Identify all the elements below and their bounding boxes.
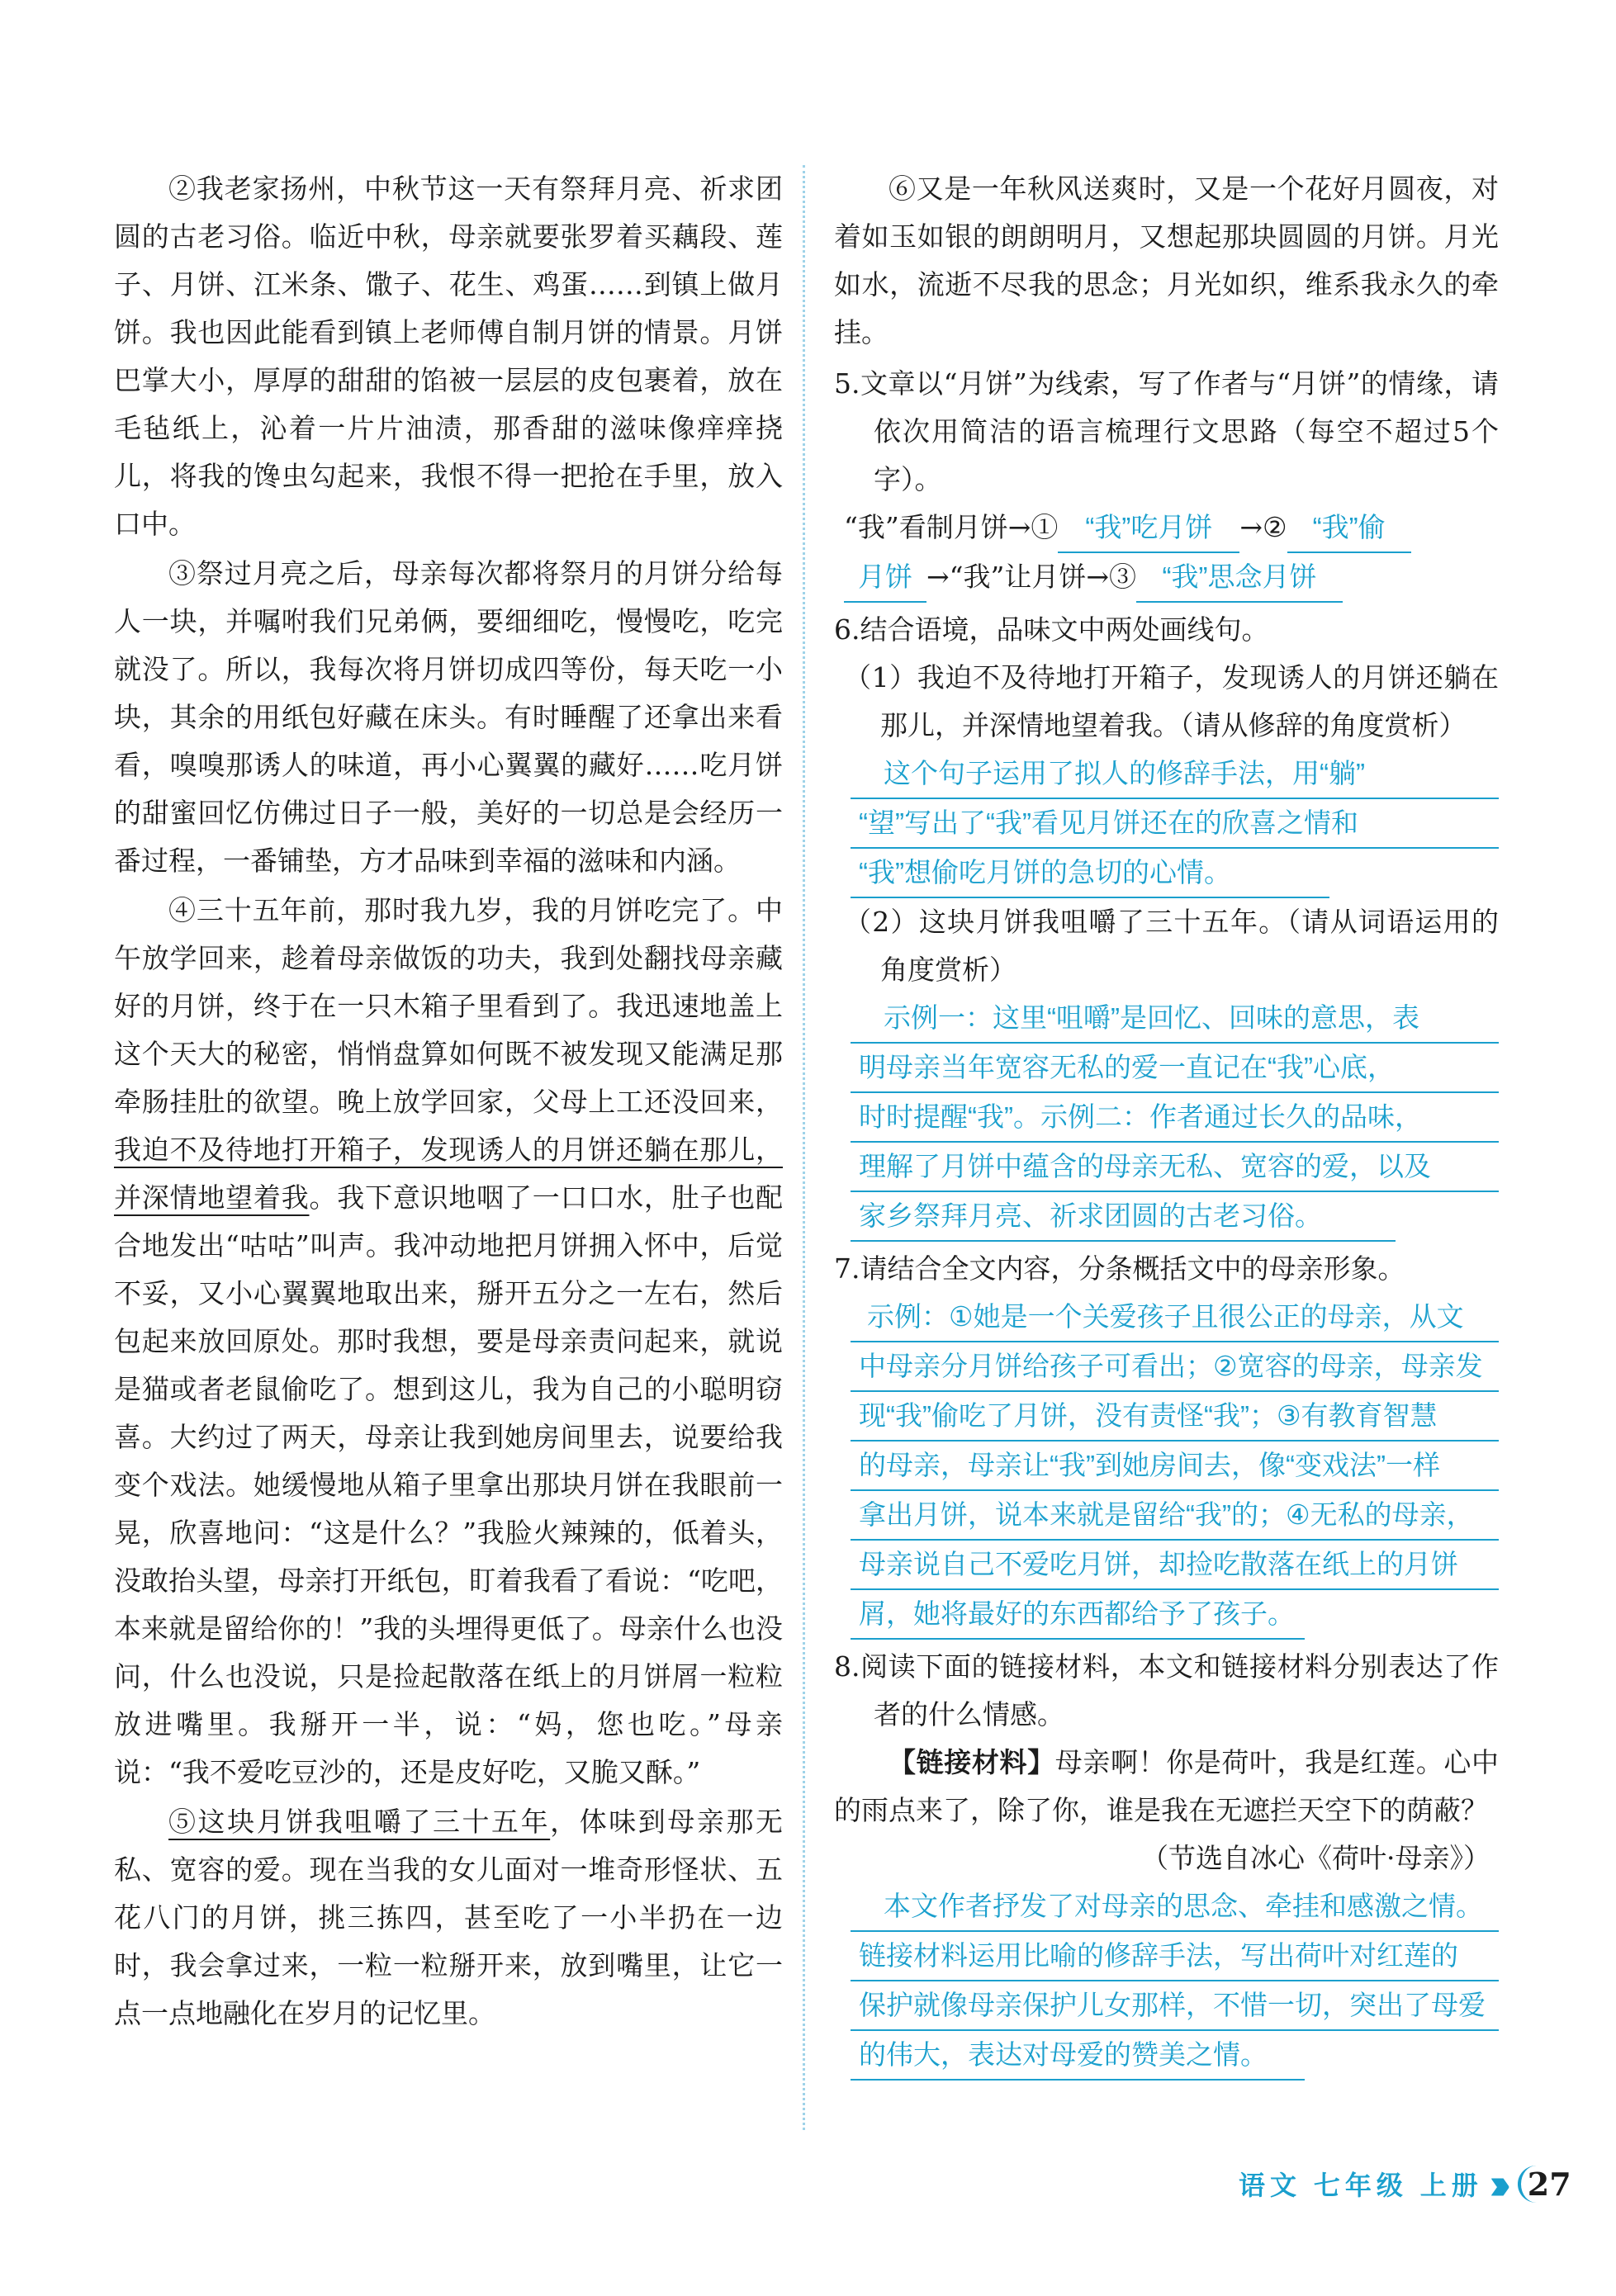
- question-6-2-answer: [844, 994, 1499, 1242]
- question-7: 7.请结合全文内容，分条概括文中的母亲形象。: [834, 1252, 1405, 1285]
- column-divider: [803, 165, 805, 2130]
- answer-blank-3: “我”思念月饼: [1136, 553, 1343, 603]
- answer-line: 拿出月饼，说本来就是留给“我”的；④无私的母亲，: [851, 1491, 1499, 1541]
- paragraph-4-text-a: ④三十五年前，那时我九岁，我的月饼吃完了。中午放学回来，趁着母亲做饭的功夫，我到处翻找母亲藏好的月饼，终于在一只木箱子里看到了。我迅速地盖上这个天大的秘密，悄悄盘算如何既不被发现又能满足那牵肠挂肚的欲望。晚上放学回家，父母上工还没回来，: [114, 894, 783, 1118]
- answer-line: 本文作者抒发了对母亲的思念、牵挂和感激之情。: [851, 1882, 1499, 1932]
- answer-line: 示例：①她是一个关爱孩子且很公正的母亲，从文: [851, 1293, 1499, 1342]
- answer-line: 时时提醒“我”。示例二：作者通过长久的品味，: [851, 1093, 1499, 1143]
- link-material-text: 母亲啊！你是荷叶，我是红莲。心中的雨点来了，除了你，谁是我在无遮拦天空下的荫蔽？: [834, 1746, 1500, 1826]
- answer-line: 的母亲，母亲让“我”到她房间去，像“变戏法”一样: [851, 1442, 1499, 1491]
- flow-text-c: →“我”让月饼→③: [926, 561, 1137, 593]
- link-material-label: 【链接材料】: [889, 1746, 1055, 1778]
- question-6-2: （2）这块月饼我咀嚼了三十五年。（请从词语运用的角度赏析）: [844, 906, 1499, 986]
- question-8: 8.阅读下面的链接材料，本文和链接材料分别表达了作者的什么情感。: [834, 1650, 1499, 1730]
- paragraph-5: [114, 1798, 783, 2038]
- answer-blank-1: “我”吃月饼: [1058, 504, 1239, 553]
- link-material: [834, 1739, 1499, 1834]
- flow-text-a: “我”看制月饼→①: [844, 511, 1059, 543]
- answer-line: 链接材料运用比喻的修辞手法，写出荷叶对红莲的: [851, 1932, 1499, 1981]
- answer-line: 示例一：这里“咀嚼”是回忆、回味的意思，表: [851, 994, 1499, 1044]
- underlined-sentence-1: 我迫不及待地打开箱子，发现诱人的月饼还躺在那儿，并深情地望着我: [114, 1134, 783, 1214]
- right-column: [834, 165, 1499, 2081]
- double-chevron-right-icon: ›››: [1489, 2159, 1500, 2208]
- answer-line: 母亲说自己不爱吃月饼，却捡吃散落在纸上的月饼: [851, 1541, 1499, 1590]
- paragraph-4: [114, 887, 783, 1797]
- answer-line: 这个句子运用了拟人的修辞手法，用“躺”: [851, 750, 1499, 799]
- question-6-1-answer: [844, 750, 1499, 898]
- paragraph-3: ③祭过月亮之后，母亲每次都将祭月的月饼分给每人一块，并嘱咐我们兄弟俩，要细细吃，慢慢吃，吃完就没了。所以，我每次将月饼切成四等份，每天吃一小块，其余的用纸包好藏在床头。有时睡醒了还拿出来看看，嗅嗅那诱人的味道，再小心翼翼的藏好……吃月饼的甜蜜回忆仿佛过日子一般，美好的一切总是会经历一番过程，一番铺垫，方才品味到幸福的滋味和内涵。: [114, 557, 783, 877]
- flow-text-b: →②: [1239, 511, 1287, 543]
- answer-line: 理解了月饼中蕴含的母亲无私、宽容的爱，以及: [851, 1143, 1499, 1192]
- paragraph-2: ②我老家扬州，中秋节这一天有祭拜月亮、祈求团圆的古老习俗。临近中秋，母亲就要张罗着买藕段、莲子、月饼、江米条、馓子、花生、鸡蛋……到镇上做月饼。我也因此能看到镇上老师傅自制月饼的情景。月饼巴掌大小，厚厚的甜甜的馅被一层层的皮包裹着，放在毛毡纸上，沁着一片片油渍，那香甜的滋味像痒痒挠儿，将我的馋虫勾起来，我恨不得一把抢在手里，放入口中。: [114, 173, 783, 540]
- paragraph-6: ⑥又是一年秋风送爽时，又是一个花好月圆夜，对着如玉如银的朗朗明月，又想起那块圆圆的月饼。月光如水，流逝不尽我的思念；月光如织，维系我永久的牵挂。: [834, 173, 1499, 348]
- answer-line: 的伟大，表达对母爱的赞美之情。: [851, 2031, 1305, 2081]
- answer-line: 明母亲当年宽容无私的爱一直记在“我”心底，: [851, 1044, 1499, 1093]
- left-column: [114, 165, 783, 2039]
- source-citation: （节选自冰心《荷叶·母亲》）: [1141, 1842, 1490, 1874]
- answer-line: “我”想偷吃月饼的急切的心情。: [851, 849, 1329, 898]
- answer-line: 屑，她将最好的东西都给予了孩子。: [851, 1590, 1305, 1640]
- question-8-answer: [844, 1882, 1499, 2081]
- page-number: 27: [1518, 2166, 1571, 2203]
- answer-blank-2b: 月饼: [844, 553, 926, 603]
- answer-line: 家乡祭拜月亮、祈求团圆的古老习俗。: [851, 1192, 1396, 1242]
- answer-line: 中母亲分月饼给孩子可看出；②宽容的母亲，母亲发: [851, 1342, 1499, 1392]
- question-6-1: （1）我迫不及待地打开箱子，发现诱人的月饼还躺在那儿，并深情地望着我。（请从修辞的角度赏析）: [844, 661, 1499, 741]
- question-7-answer: [844, 1293, 1499, 1640]
- answer-line: “望”写出了“我”看见月饼还在的欣喜之情和: [851, 799, 1499, 849]
- paragraph-4-text-b: 。我下意识地咽了一口口水，肚子也配合地发出“咕咕”叫声。我冲动地把月饼拥入怀中，后觉不妥，又小心翼翼地取出来，掰开五分之一左右，然后包起来放回原处。那时我想，要是母亲责问起来，就说是猫或者老鼠偷吃了。想到这儿，我为自己的小聪明窃喜。大约过了两天，母亲让我到她房间里去，说要给我变个戏法。她缓慢地从箱子里拿出那块月饼在我眼前一晃，欣喜地问：“这是什么？”我脸火辣辣的，低着头，没敢抬头望，母亲打开纸包，盯着我看了看说：“吃吧，本来就是留给你的！”我的头埋得更低了。母亲什么也没问，什么也没说，只是捡起散落在纸上的月饼屑一粒粒放进嘴里。我掰开一半，说：“妈，您也吃。”母亲说：“我不爱吃豆沙的，还是皮好吃，又脆又酥。”: [114, 1181, 784, 1788]
- question-5-answer-flow: [844, 504, 1499, 603]
- answer-line: 保护就像母亲保护儿女那样，不惜一切，突出了母爱: [851, 1981, 1499, 2031]
- page-footer: [1239, 2155, 1571, 2213]
- paragraph-5-text: ，体味到母亲那无私、宽容的爱。现在当我的女儿面对一堆奇形怪状、五花八门的月饼，挑三拣四，甚至吃了一小半扔在一边时，我会拿过来，一粒一粒掰开来，放到嘴里，让它一点一点地融化在岁月的记忆里。: [114, 1806, 784, 2029]
- underlined-sentence-2: ⑤这块月饼我咀嚼了三十五年: [168, 1806, 551, 1838]
- question-6: 6.结合语境，品味文中两处画线句。: [834, 613, 1269, 646]
- footer-subject: 语文 七年级 上册: [1239, 2171, 1483, 2200]
- answer-blank-2a: “我”偷: [1287, 504, 1411, 553]
- answer-line: 现“我”偷吃了月饼，没有责怪“我”；③有教育智慧: [851, 1392, 1499, 1442]
- question-5: 5.文章以“月饼”为线索，写了作者与“月饼”的情缘，请依次用简洁的语言梳理行文思路（每空不超过5个字）。: [834, 367, 1499, 495]
